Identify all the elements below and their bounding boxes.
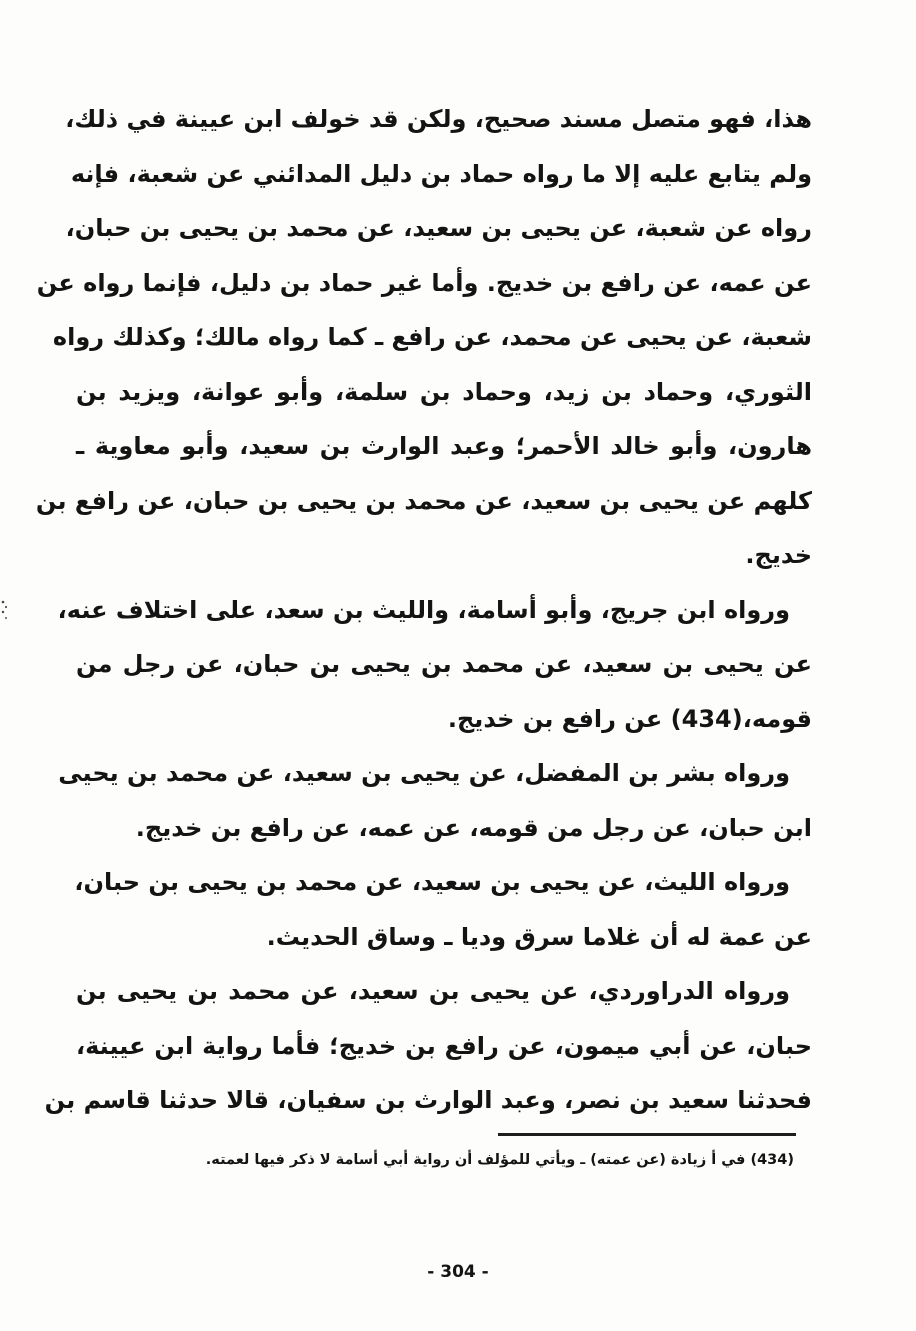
text-line: ولم يتابع عليه إلا ما رواه حماد بن دليل المدائني عن شعبة، فإنه [70, 159, 812, 188]
footnote: (434) في أ زيادة (عن عمته) ـ ويأتي للمؤلف أن رواية أبي أسامة لا ذكر فيها لعمته. [205, 1152, 794, 1168]
text-line: ابن حبان، عن رجل من قومه، عن عمه، عن رافع بن خديج. [135, 813, 812, 842]
text-line: الثوري، وحماد بن زيد، وحماد بن سلمة، وأبو عوانة، ويزيد بن [76, 377, 812, 406]
text-line: شعبة، عن يحيى عن محمد، عن رافع ـ كما رواه مالك؛ وكذلك رواه [52, 323, 812, 351]
text-line: هارون، وأبو خالد الأحمر؛ وعبد الوارث بن سعيد، وأبو معاوية ـ [76, 432, 812, 460]
footnote-separator [498, 1133, 796, 1136]
text-line: عن عمه، عن رافع بن خديج. وأما غير حماد بن دليل، فإنما رواه عن [36, 268, 812, 297]
text-line: هذا، فهو متصل مسند صحيح، ولكن قد خولف ابن عيينة في ذلك، [65, 105, 812, 133]
text-line: عن يحيى بن سعيد، عن محمد بن يحيى بن حبان، عن رجل من [76, 650, 812, 678]
text-line: خديج. [745, 541, 812, 569]
text-line: قومه،(434) عن رافع بن خديج. [447, 704, 812, 733]
text-line: كلهم عن يحيى بن سعيد، عن محمد بن يحيى بن حبان، عن رافع بن [35, 486, 812, 515]
text-line: فحدثنا سعيد بن نصر، وعبد الوارث بن سفيان، قالا حدثنا قاسم بن [44, 1086, 812, 1114]
text-line: ورواه الليث، عن يحيى بن سعيد، عن محمد بن يحيى بن حبان، [74, 868, 790, 896]
text-line: عن عمة له أن غلاما سرق وديا ـ وساق الحديث. [266, 922, 812, 951]
text-line: ورواه الدراوردي، عن يحيى بن سعيد، عن محمد بن يحيى بن [76, 977, 790, 1005]
scan-edge-mark [0, 598, 10, 624]
text-line: ورواه بشر بن المفضل، عن يحيى بن سعيد، عن محمد بن يحيى [58, 759, 790, 787]
text-line: حبان، عن أبي ميمون، عن رافع بن خديج؛ فأما رواية ابن عيينة، [76, 1031, 812, 1060]
text-line: ورواه ابن جريج، وأبو أسامة، والليث بن سعد، على اختلاف عنه، [57, 595, 790, 624]
text-line: رواه عن شعبة، عن يحيى بن سعيد، عن محمد بن يحيى بن حبان، [65, 214, 812, 242]
main-text [35, 92, 812, 1128]
page-number: - 304 - [427, 1262, 489, 1282]
